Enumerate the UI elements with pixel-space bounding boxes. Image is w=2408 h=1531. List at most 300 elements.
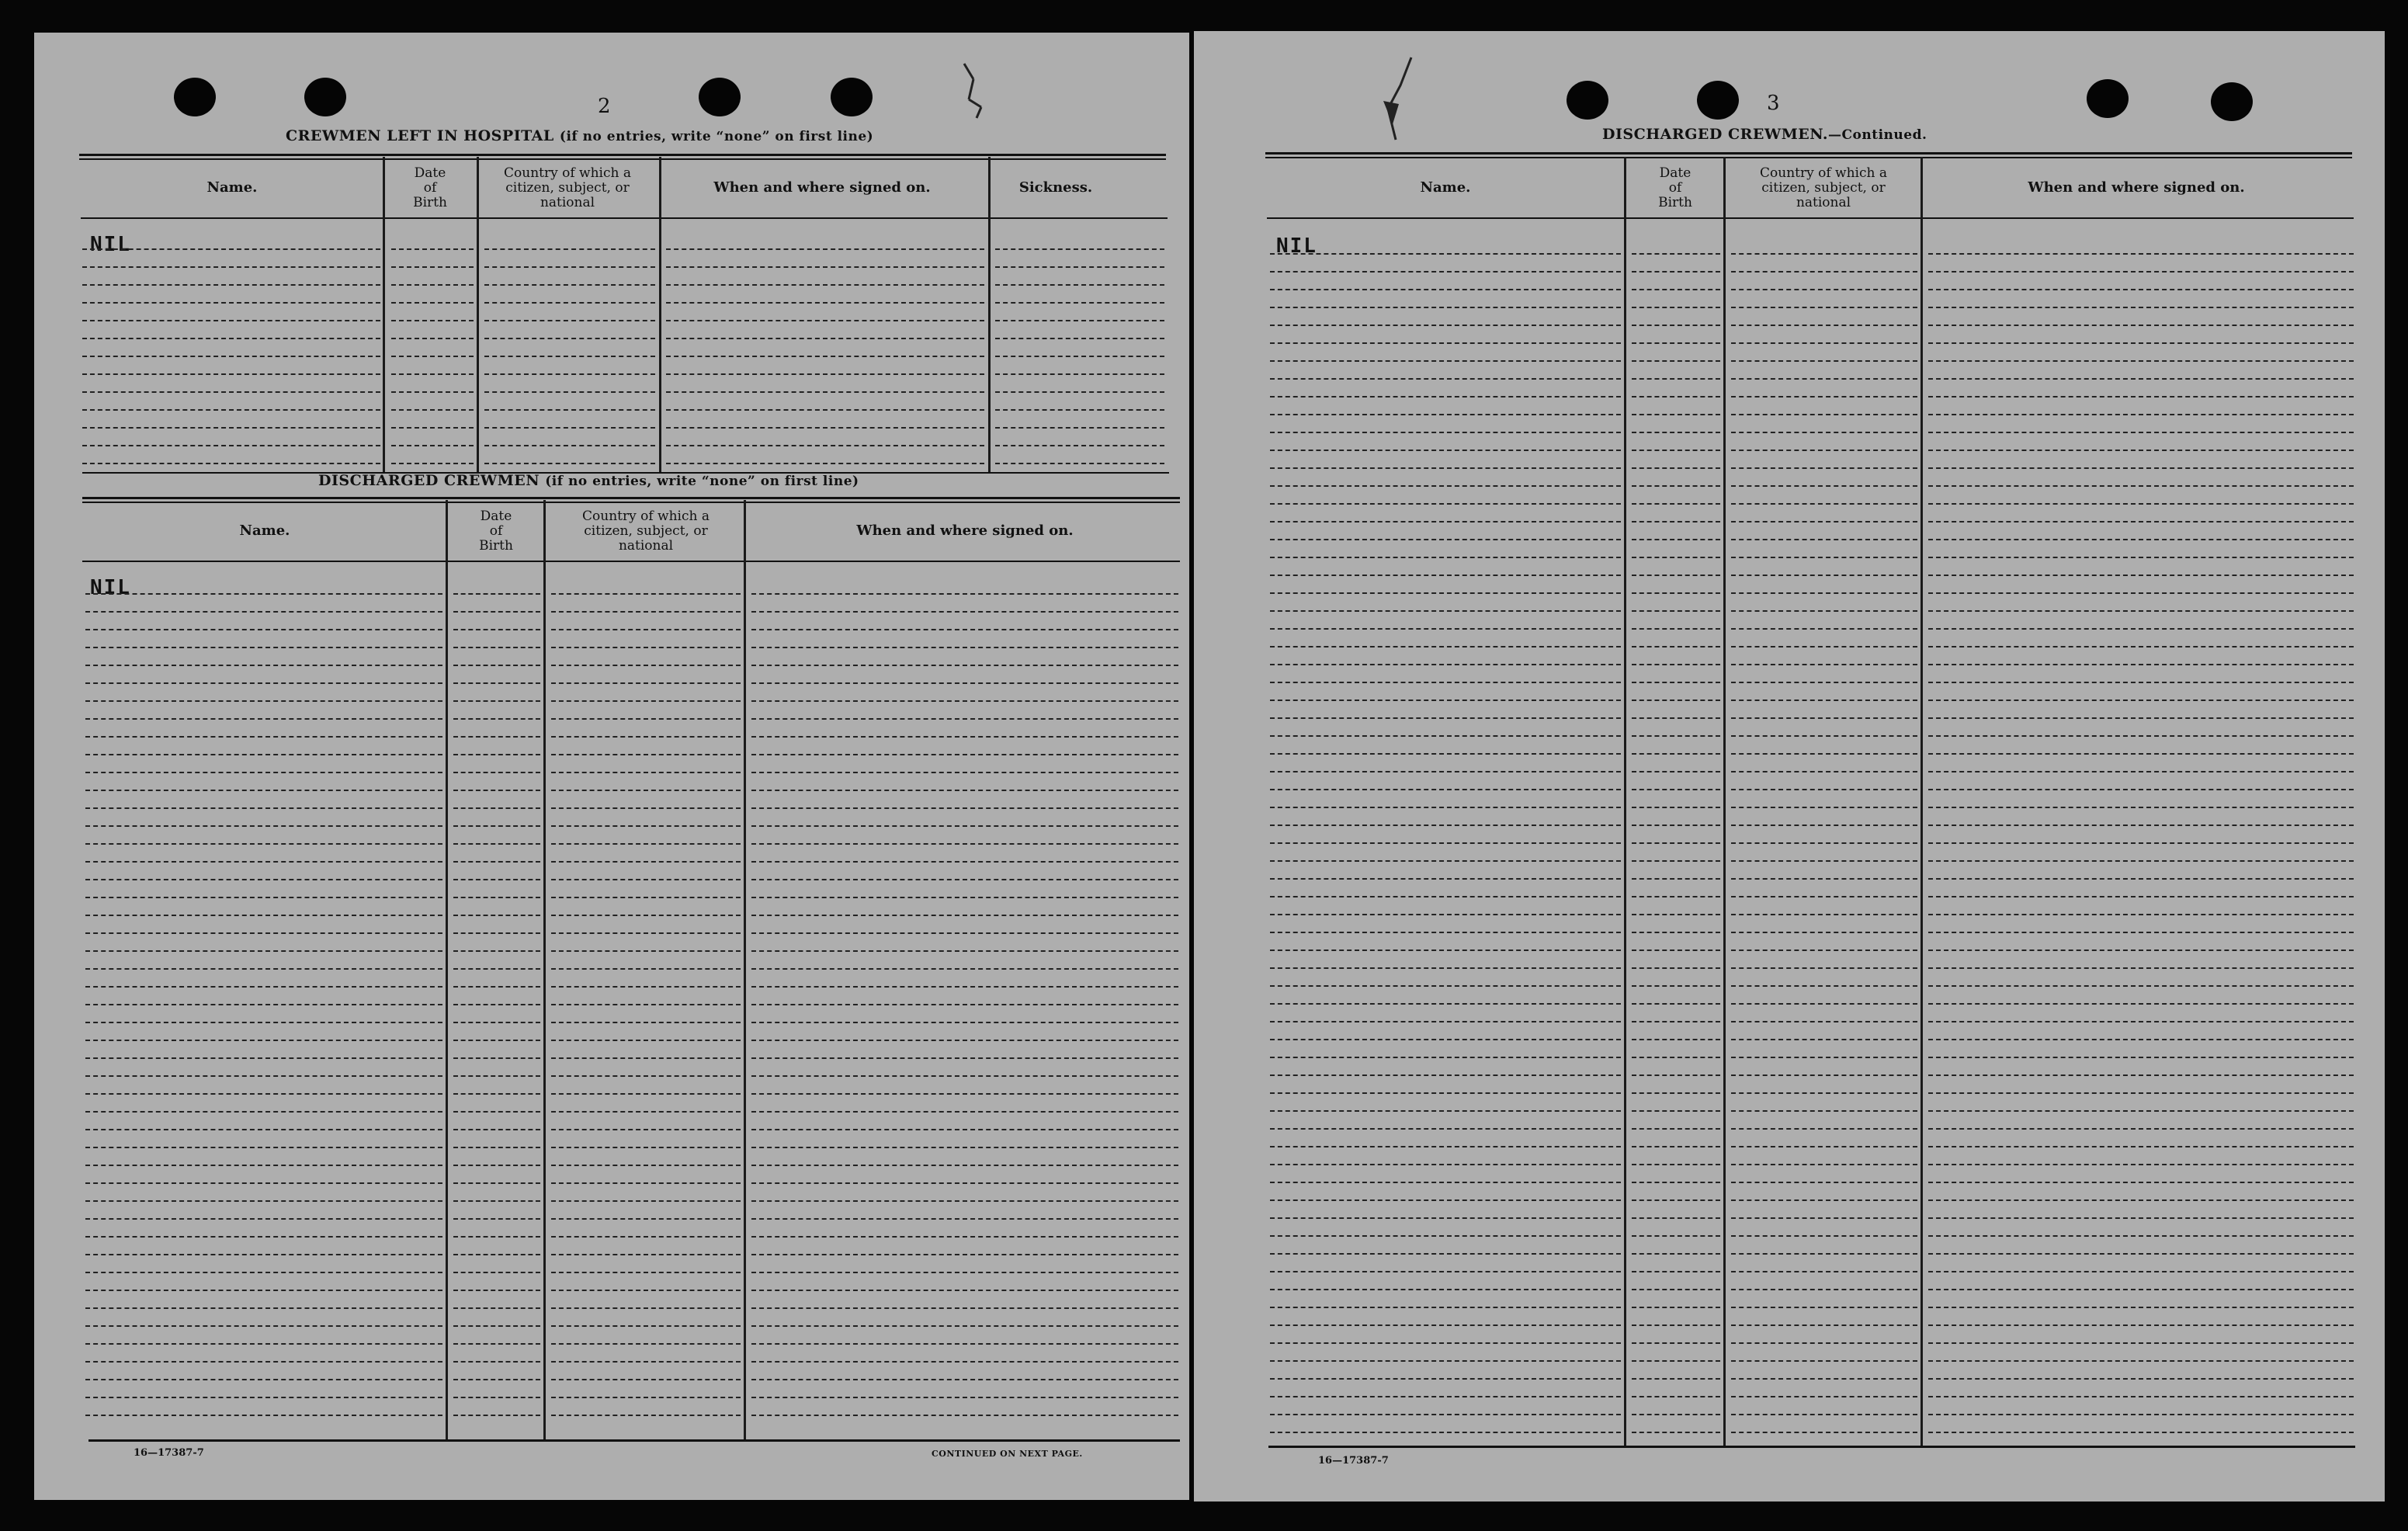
right-col-name: Name. — [1420, 179, 1471, 196]
ruled-line — [551, 1254, 741, 1255]
ruled-line — [391, 302, 474, 304]
ruled-line — [551, 1093, 741, 1095]
right-col-signed: When and where signed on. — [2028, 179, 2245, 196]
ruled-line — [1731, 1057, 1917, 1058]
ruled-line — [1928, 771, 2354, 772]
ruled-line — [1731, 610, 1917, 612]
ruled-line — [751, 718, 1178, 720]
ruled-line — [1632, 378, 1720, 380]
ruled-line — [453, 897, 540, 898]
ruled-line — [85, 1200, 442, 1202]
ruled-line — [85, 736, 442, 738]
ruled-line — [1731, 307, 1917, 308]
ruled-line — [391, 373, 474, 375]
ruled-line — [751, 772, 1178, 773]
ruled-line — [1928, 1235, 2354, 1237]
ruled-line — [1928, 860, 2354, 862]
ruled-line — [453, 665, 540, 666]
right-bottom-rule — [1268, 1446, 2355, 1448]
ruled-line — [1731, 646, 1917, 647]
punch-hole — [1697, 81, 1739, 120]
ruled-line — [1270, 467, 1621, 469]
ruled-line — [1270, 967, 1621, 969]
ruled-line — [995, 391, 1164, 393]
ruled-line — [751, 665, 1178, 666]
form-number: 16—17387-7 — [1318, 1455, 1389, 1467]
ruled-line — [1270, 932, 1621, 933]
ruled-line — [1731, 432, 1917, 433]
ruled-line — [751, 825, 1178, 827]
ruled-line — [1270, 1039, 1621, 1040]
ruled-line — [551, 754, 741, 755]
ruled-line — [1928, 700, 2354, 701]
ruled-line — [1928, 717, 2354, 719]
ruled-line — [82, 391, 380, 393]
punch-hole — [2211, 82, 2253, 121]
discharged-col-country: Country of which a citizen, subject, or national — [582, 509, 710, 554]
ruled-line — [1632, 1092, 1720, 1094]
ruled-line — [1632, 949, 1720, 951]
ruled-line — [85, 1147, 442, 1148]
ruled-line — [1632, 575, 1720, 576]
ruled-line — [453, 1040, 540, 1041]
ruled-line — [391, 266, 474, 268]
ruled-line — [85, 932, 442, 934]
ruled-line — [85, 1075, 442, 1077]
ruled-line — [1270, 253, 1621, 255]
ruled-line — [484, 427, 655, 429]
ruled-line — [1731, 682, 1917, 683]
ruled-line — [1731, 539, 1917, 540]
ruled-line — [666, 302, 984, 304]
hospital-col-dob: Date of Birth — [413, 165, 447, 210]
ruled-line — [1270, 1396, 1621, 1397]
discharged-col-divider — [446, 500, 448, 1441]
ruled-line — [751, 861, 1178, 863]
ruled-line — [82, 338, 380, 339]
ruled-line — [85, 1057, 442, 1059]
page-number: 3 — [1767, 92, 1780, 115]
ruled-line — [85, 843, 442, 845]
ruled-line — [85, 1093, 442, 1095]
ruled-line — [1632, 1110, 1720, 1112]
ruled-line — [85, 665, 442, 666]
ruled-line — [1632, 432, 1720, 433]
ruled-line — [1928, 575, 2354, 576]
right-page — [1194, 31, 2385, 1501]
ruled-line — [453, 1397, 540, 1398]
ruled-line — [453, 772, 540, 773]
ruled-line — [1632, 717, 1720, 719]
discharged-section-title: DISCHARGED CREWMEN (if no entries, write “none” on first line) — [318, 472, 859, 489]
ruled-line — [551, 1307, 741, 1309]
ruled-line — [1632, 1164, 1720, 1165]
ruled-line — [995, 356, 1164, 357]
ruled-line — [1731, 967, 1917, 969]
ruled-line — [751, 1182, 1178, 1184]
ruled-line — [453, 1361, 540, 1363]
ruled-line — [453, 1165, 540, 1166]
ruled-line — [551, 1057, 741, 1059]
ruled-line — [1632, 807, 1720, 808]
ruled-line — [453, 1236, 540, 1238]
ruled-line — [85, 611, 442, 613]
right-col-dob: Date of Birth — [1658, 165, 1692, 210]
ruled-line — [1928, 539, 2354, 540]
ruled-line — [666, 356, 984, 357]
discharged-top-rule — [82, 497, 1180, 499]
ruled-line — [85, 629, 442, 630]
ruled-line — [1270, 575, 1621, 576]
ruled-line — [391, 284, 474, 286]
ruled-line — [82, 409, 380, 411]
ruled-line — [1731, 485, 1917, 487]
discharged-header-rule — [82, 561, 1180, 562]
ruled-line — [1632, 842, 1720, 844]
hospital-header-rule — [81, 217, 1168, 219]
ruled-line — [1270, 717, 1621, 719]
ruled-line — [1731, 1289, 1917, 1290]
ruled-line — [551, 1218, 741, 1220]
ruled-line — [1731, 1199, 1917, 1201]
ruled-line — [551, 932, 741, 934]
ruled-line — [85, 1361, 442, 1363]
ruled-line — [1632, 360, 1720, 362]
ruled-line — [1270, 485, 1621, 487]
ruled-line — [1632, 914, 1720, 915]
ruled-line — [551, 1325, 741, 1327]
ruled-line — [1731, 1003, 1917, 1005]
ruled-line — [1928, 378, 2354, 380]
ruled-line — [453, 1379, 540, 1380]
ruled-line — [85, 754, 442, 755]
ruled-line — [85, 807, 442, 809]
ruled-line — [1928, 1378, 2354, 1380]
ruled-line — [1270, 664, 1621, 665]
ruled-line — [1731, 1164, 1917, 1165]
ruled-line — [453, 790, 540, 791]
ruled-line — [1270, 1110, 1621, 1112]
ruled-line — [1632, 1235, 1720, 1237]
ruled-line — [1731, 1378, 1917, 1380]
ruled-line — [1270, 521, 1621, 522]
ruled-line — [551, 1236, 741, 1238]
ruled-line — [453, 968, 540, 970]
ruled-line — [1270, 414, 1621, 415]
ruled-line — [995, 373, 1164, 375]
ruled-line — [551, 718, 741, 720]
ruled-line — [1270, 1199, 1621, 1201]
ruled-line — [751, 700, 1178, 702]
ruled-line — [551, 968, 741, 970]
ruled-line — [551, 1200, 741, 1202]
ruled-line — [1632, 664, 1720, 665]
ruled-line — [551, 1147, 741, 1148]
ruled-line — [1632, 735, 1720, 737]
ruled-line — [751, 1325, 1178, 1327]
ruled-line — [1270, 949, 1621, 951]
ruled-line — [666, 445, 984, 446]
ruled-line — [453, 1093, 540, 1095]
ruled-line — [1632, 1217, 1720, 1219]
ruled-line — [1632, 1396, 1720, 1397]
ruled-line — [82, 445, 380, 446]
ruled-line — [551, 611, 741, 613]
ruled-line — [1928, 878, 2354, 880]
ruled-line — [82, 427, 380, 429]
right-col-country: Country of which a citizen, subject, or national — [1760, 165, 1887, 210]
ruled-line — [1731, 1396, 1917, 1397]
ruled-line — [1632, 825, 1720, 826]
ruled-line — [1928, 1289, 2354, 1290]
ruled-line — [551, 950, 741, 952]
ruled-line — [751, 807, 1178, 809]
ruled-line — [1928, 1039, 2354, 1040]
ruled-line — [1270, 842, 1621, 844]
ruled-line — [82, 248, 380, 250]
ruled-line — [484, 409, 655, 411]
ruled-line — [453, 1272, 540, 1273]
ruled-line — [1270, 325, 1621, 326]
ruled-line — [1632, 1182, 1720, 1183]
ruled-line — [1928, 1128, 2354, 1130]
ruled-line — [1731, 289, 1917, 290]
ruled-line — [1632, 1271, 1720, 1272]
ruled-line — [551, 1361, 741, 1363]
ruled-line — [85, 700, 442, 702]
ruled-line — [1270, 628, 1621, 630]
ruled-line — [1731, 878, 1917, 880]
ruled-line — [453, 1415, 540, 1416]
ruled-line — [751, 682, 1178, 684]
ruled-line — [1928, 1057, 2354, 1058]
ruled-line — [1731, 807, 1917, 808]
ruled-line — [1270, 557, 1621, 558]
ruled-line — [551, 682, 741, 684]
ruled-line — [85, 879, 442, 880]
ruled-line — [85, 897, 442, 898]
ruled-line — [1270, 1253, 1621, 1255]
ruled-line — [453, 986, 540, 988]
ruled-line — [453, 1147, 540, 1148]
hospital-col-divider — [383, 157, 385, 472]
ruled-line — [85, 682, 442, 684]
ruled-line — [85, 647, 442, 648]
ruled-line — [1731, 1039, 1917, 1040]
ruled-line — [751, 843, 1178, 845]
ruled-line — [1731, 1146, 1917, 1147]
ruled-line — [85, 1236, 442, 1238]
ruled-line — [1731, 360, 1917, 362]
ruled-line — [1270, 860, 1621, 862]
ruled-line — [1270, 342, 1621, 344]
ruled-line — [1270, 1003, 1621, 1005]
hospital-col-signed: When and where signed on. — [713, 179, 931, 196]
ruled-line — [995, 266, 1164, 268]
ruled-line — [1632, 1021, 1720, 1022]
ruled-line — [85, 1379, 442, 1380]
ruled-line — [1731, 342, 1917, 344]
ruled-line — [1632, 896, 1720, 897]
ruled-line — [391, 445, 474, 446]
ruled-line — [1632, 1342, 1720, 1344]
ruled-line — [995, 445, 1164, 446]
ruled-line — [1270, 1164, 1621, 1165]
ruled-line — [1270, 378, 1621, 380]
ruled-line — [995, 248, 1164, 250]
ruled-line — [1928, 682, 2354, 683]
ruled-line — [1731, 1235, 1917, 1237]
hospital-col-sickness: Sickness. — [1018, 179, 1093, 196]
ruled-line — [1928, 789, 2354, 790]
ruled-line — [484, 463, 655, 464]
ruled-line — [1632, 557, 1720, 558]
ruled-line — [995, 338, 1164, 339]
ruled-line — [1731, 789, 1917, 790]
ruled-line — [1270, 896, 1621, 897]
ruled-line — [751, 932, 1178, 934]
ruled-line — [1928, 557, 2354, 558]
ruled-line — [1928, 610, 2354, 612]
ruled-line — [751, 897, 1178, 898]
ruled-line — [1928, 1324, 2354, 1326]
ruled-line — [1632, 1307, 1720, 1308]
ruled-line — [1928, 414, 2354, 415]
ruled-line — [1928, 967, 2354, 969]
ruled-line — [751, 1272, 1178, 1273]
ruled-line — [484, 445, 655, 446]
ruled-line — [751, 1290, 1178, 1291]
ruled-line — [1928, 646, 2354, 647]
ruled-line — [551, 1415, 741, 1416]
ruled-line — [82, 266, 380, 268]
ruled-line — [1632, 271, 1720, 273]
ruled-line — [1928, 1074, 2354, 1076]
ruled-line — [551, 1004, 741, 1005]
ruled-line — [82, 373, 380, 375]
ruled-line — [85, 1254, 442, 1255]
ruled-line — [666, 427, 984, 429]
discharged-entry: NIL — [90, 576, 131, 599]
ruled-line — [1632, 414, 1720, 415]
ruled-line — [1928, 485, 2354, 487]
ruled-line — [1632, 503, 1720, 505]
ruled-line — [666, 320, 984, 321]
ruled-line — [453, 1307, 540, 1309]
ruled-line — [1928, 628, 2354, 630]
discharged-col-dob: Date of Birth — [479, 509, 513, 554]
ruled-line — [751, 1343, 1178, 1345]
ruled-line — [1270, 539, 1621, 540]
ruled-line — [1731, 1271, 1917, 1272]
ruled-line — [666, 248, 984, 250]
ruled-line — [1928, 289, 2354, 290]
ruled-line — [1928, 1092, 2354, 1094]
ruled-line — [1270, 753, 1621, 755]
ruled-line — [82, 356, 380, 357]
ruled-line — [1928, 592, 2354, 594]
ruled-line — [1928, 1396, 2354, 1397]
ruled-line — [85, 1290, 442, 1291]
ruled-line — [1731, 253, 1917, 255]
ruled-line — [551, 1290, 741, 1291]
handwritten-mark — [958, 61, 997, 126]
ruled-line — [1270, 807, 1621, 808]
discharged-section-note: (if no entries, write “none” on first line) — [545, 474, 859, 489]
ruled-line — [1731, 378, 1917, 380]
ruled-line — [751, 611, 1178, 613]
ruled-line — [1731, 842, 1917, 844]
ruled-line — [1632, 342, 1720, 344]
ruled-line — [1731, 664, 1917, 665]
ruled-line — [1928, 1146, 2354, 1147]
ruled-line — [453, 1004, 540, 1005]
ruled-line — [453, 736, 540, 738]
ruled-line — [453, 754, 540, 755]
ruled-line — [751, 1147, 1178, 1148]
ruled-line — [1270, 1342, 1621, 1344]
ruled-line — [1928, 1199, 2354, 1201]
ruled-line — [453, 647, 540, 648]
hospital-col-country: Country of which a citizen, subject, or national — [504, 165, 631, 210]
ruled-line — [751, 1415, 1178, 1416]
ruled-line — [1731, 896, 1917, 897]
ruled-line — [1731, 1128, 1917, 1130]
ruled-line — [1928, 1217, 2354, 1219]
ruled-line — [1731, 467, 1917, 469]
ruled-line — [1928, 807, 2354, 808]
ruled-line — [1928, 1164, 2354, 1165]
ruled-line — [551, 1040, 741, 1041]
ruled-line — [751, 629, 1178, 630]
punch-hole — [699, 78, 741, 116]
ruled-line — [85, 825, 442, 827]
ruled-line — [453, 1218, 540, 1220]
ruled-line — [1632, 253, 1720, 255]
ruled-line — [1632, 1253, 1720, 1255]
ruled-line — [453, 1182, 540, 1184]
ruled-line — [1928, 1432, 2354, 1433]
ruled-line — [1928, 664, 2354, 665]
ruled-line — [1731, 1217, 1917, 1219]
ruled-line — [1731, 1021, 1917, 1022]
ruled-line — [1270, 1414, 1621, 1415]
handwritten-mark — [1372, 54, 1427, 151]
ruled-line — [391, 248, 474, 250]
hospital-col-name: Name. — [206, 179, 258, 196]
ruled-line — [1928, 1110, 2354, 1112]
ruled-line — [453, 879, 540, 880]
discharged-col-divider — [744, 500, 746, 1441]
ruled-line — [484, 373, 655, 375]
ruled-line — [551, 1397, 741, 1398]
ruled-line — [1731, 914, 1917, 915]
ruled-line — [751, 1004, 1178, 1005]
ruled-line — [453, 950, 540, 952]
ruled-line — [1928, 825, 2354, 826]
ruled-line — [453, 932, 540, 934]
ruled-line — [85, 1040, 442, 1041]
ruled-line — [1632, 1324, 1720, 1326]
ruled-line — [1928, 1182, 2354, 1183]
ruled-line — [1928, 325, 2354, 326]
ruled-line — [85, 1022, 442, 1023]
ruled-line — [453, 843, 540, 845]
ruled-line — [751, 1057, 1178, 1059]
ruled-line — [1928, 307, 2354, 308]
hospital-section-note: (if no entries, write “none” on first line) — [559, 129, 874, 144]
hospital-top-rule — [79, 158, 1166, 160]
